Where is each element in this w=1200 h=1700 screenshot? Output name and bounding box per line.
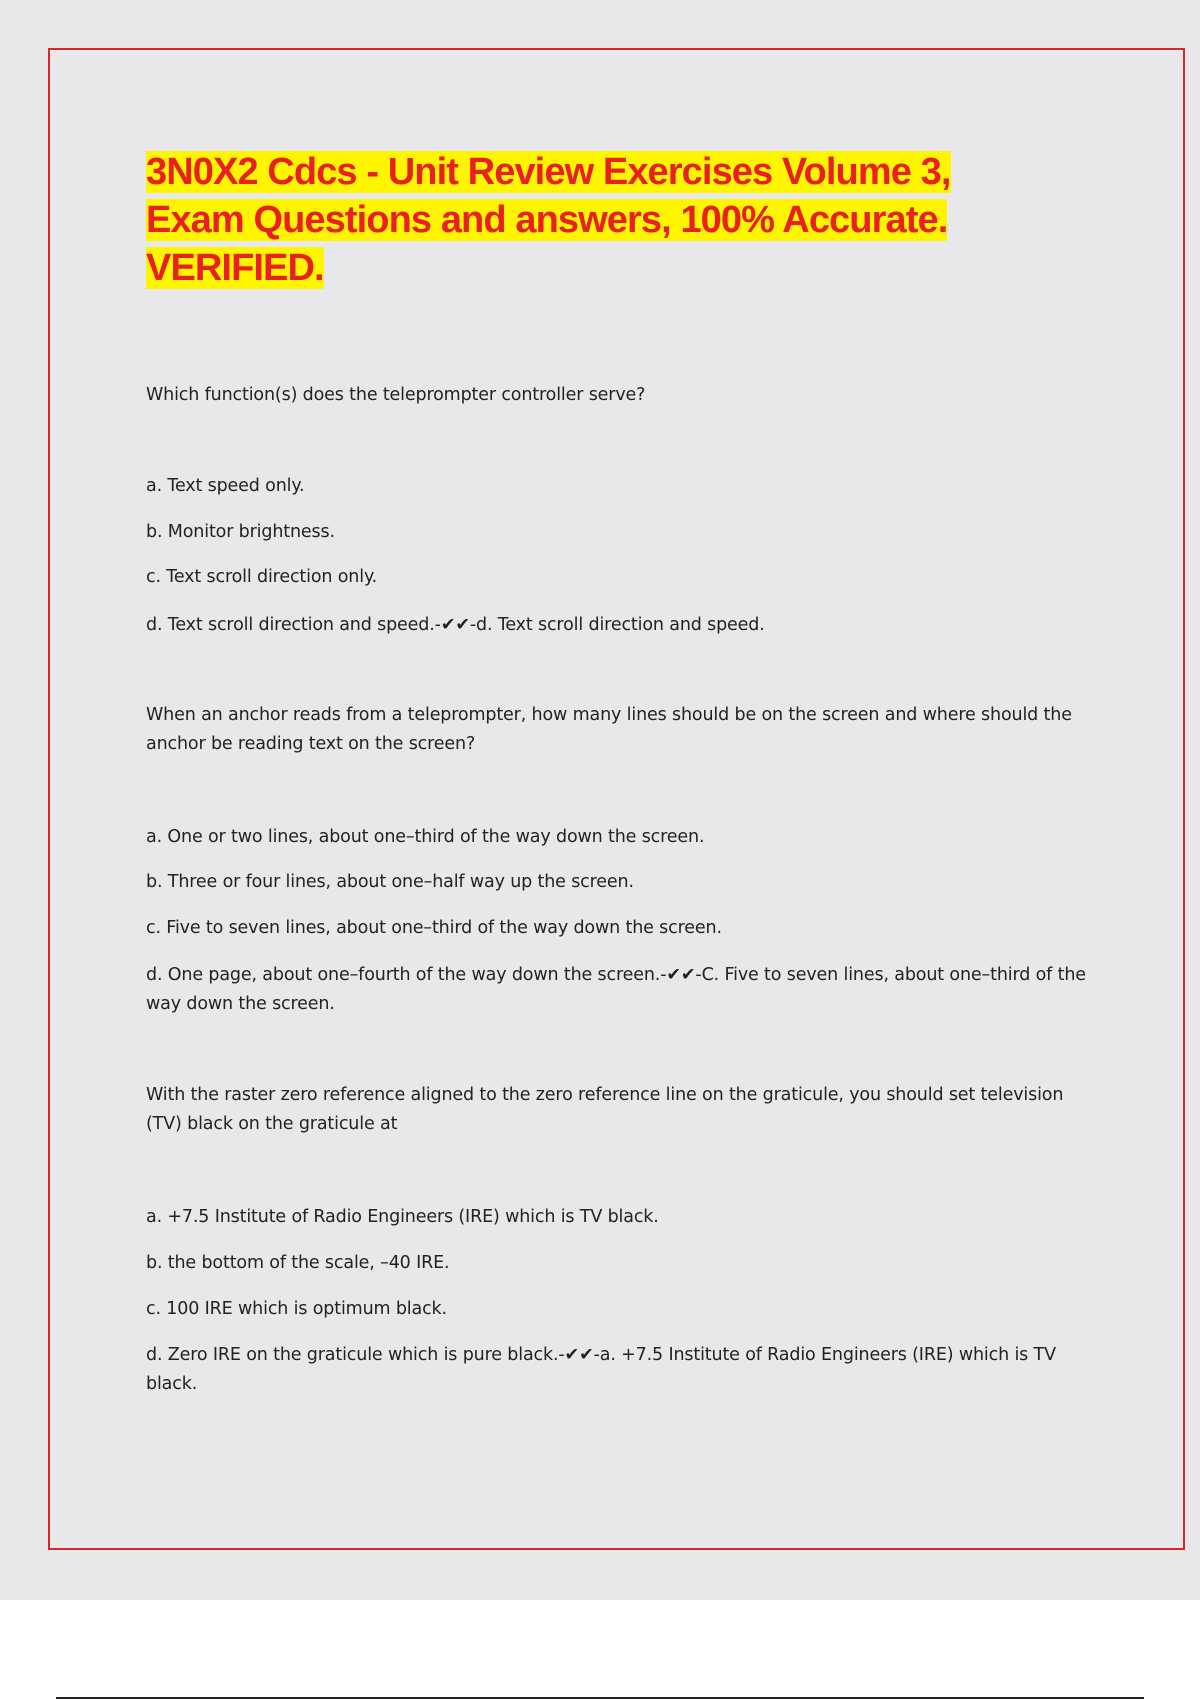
document-title	[146, 148, 1046, 292]
question-3-option-d-answer: d. Zero IRE on the graticule which is pure black.-✔✔-a. +7.5 Institute of Radio Engineers (IRE) which is TV black.	[146, 1345, 1056, 1394]
question-2-option-a: a. One or two lines, about one–third of the way down the screen.	[146, 827, 705, 847]
question-3-option-c: c. 100 IRE which is optimum black.	[146, 1299, 447, 1319]
question-2-option-b: b. Three or four lines, about one–half way up the screen.	[146, 872, 634, 892]
question-2-text: When an anchor reads from a teleprompter, how many lines should be on the screen and where should the anchor be reading text on the screen?	[146, 705, 1072, 754]
question-2-option-c: c. Five to seven lines, about one–third of the way down the screen.	[146, 918, 722, 938]
question-1-option-c: c. Text scroll direction only.	[146, 567, 378, 587]
question-1-option-b: b. Monitor brightness.	[146, 522, 335, 542]
question-3-option-b: b. the bottom of the scale, –40 IRE.	[146, 1253, 450, 1273]
title-highlight: 3N0X2 Cdcs - Unit Review Exercises Volume 3, Exam Questions and answers, 100% Accurate. VERIFIED.	[146, 151, 951, 289]
question-3-text: With the raster zero reference aligned to the zero reference line on the graticule, you should set television (TV) black on the graticule at	[146, 1085, 1064, 1134]
bottom-divider	[56, 1697, 1144, 1699]
question-1-option-d-answer: d. Text scroll direction and speed.-✔✔-d. Text scroll direction and speed.	[146, 615, 765, 635]
question-1-option-a: a. Text speed only.	[146, 476, 305, 496]
question-3-option-a: a. +7.5 Institute of Radio Engineers (IRE) which is TV black.	[146, 1207, 659, 1227]
question-1-text: Which function(s) does the teleprompter controller serve?	[146, 385, 646, 405]
question-2-option-d-answer: d. One page, about one–fourth of the way down the screen.-✔✔-C. Five to seven lines, about one–third of the way down the screen.	[146, 965, 1086, 1014]
